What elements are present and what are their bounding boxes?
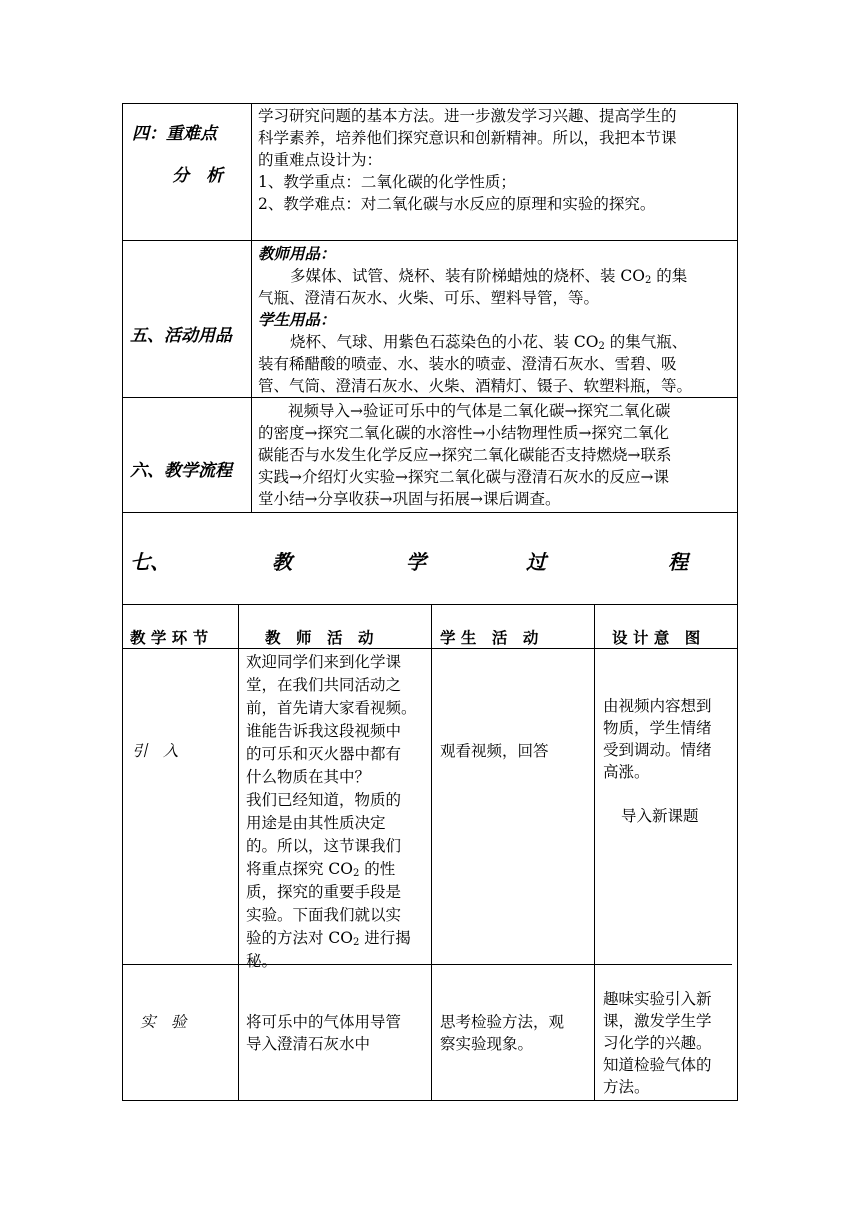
header-teacher: 教 师 活 动 [265, 628, 374, 647]
section-4-label: 四：重难点 [132, 124, 217, 144]
section-5-label: 五、活动用品 [130, 326, 232, 346]
row2-teacher: 将可乐中的气体用导管 导入澄清石灰水中 [246, 1013, 402, 1053]
section-7-char-2: 学 [406, 550, 426, 574]
row1-teacher: 欢迎同学们来到化学课 堂，在我们共同活动之 前，首先请大家看视频。 谁能告诉我这段视频中 的可乐和灭火器中都有 什么物质在其中？ 我们已经知道，物质的 用途是由其性质决定 的。所以，这节课我们 将重点探究 $CO_2$ 的性 质，探究的重要手段是 实验。下面我们就以实 验的方法对 $CO_2$ 进行揭 秘。 [246, 653, 417, 970]
row1-student: 观看视频，回答 [440, 742, 549, 760]
row2-student: 思考检验方法，观 察实验现象。 [440, 1013, 565, 1053]
section-7-char-1: 教 [272, 550, 292, 574]
section-6-label: 六、教学流程 [130, 461, 232, 481]
header-stage: 教 学 环 节 [130, 628, 209, 647]
section-4-text: 学习研究问题的基本方法。进一步激发学习兴趣、提高学生的 科学素养，培养他们探究意识和创新精神。所以，我把本节课 的重难点设计为： 1、教学重点：二氧化碳的化学性质； 2、教学难点：对二氧化碳与水反应的原理和实验的探究。 [258, 107, 677, 213]
student-supplies-heading: 学生用品： [258, 310, 336, 329]
section-7-char-4: 程 [668, 550, 688, 574]
section-7-label: 七、 [130, 550, 170, 574]
section-5-text: 教师用品： 多媒体、试管、烧杯、装有阶梯蜡烛的烧杯、装 $CO_2$ 的集 气瓶、澄清石灰水、火柴、可乐、塑料导管，等。 学生用品： 烧杯、气球、用紫色石蕊染色的小花、装 $CO_2$ 的集气瓶、 装有稀醋酸的喷壶、水、装水的喷壶、澄清石灰水、雪碧、吸 管、气筒、澄清石灰水、火柴、酒精灯、镊子、软塑料瓶，等。 [258, 243, 734, 397]
section-6-text: 视频导入→验证可乐中的气体是二氧化碳→探究二氧化碳 的密度→探究二氧化碳的水溶性→小结物理性质→探究二氧化 碳能否与水发生化学反应→探究二氧化碳能否支持燃烧→联系 实践→介绍灯火实验→探究二氧化碳与澄清石灰水的反应→课 堂小结→分享收获→巩固与拓展→课后调查。 [258, 402, 672, 508]
header-design: 设 计 意 图 [612, 628, 701, 647]
row1-design: 由视频内容想到 物质，学生情绪 受到调动。情绪 高涨。 导入新课题 [603, 697, 712, 825]
row1-stage: 引 入 [132, 742, 179, 760]
row2-design: 趣味实验引入新 课，激发学生学 习化学的兴趣。 知道检验气体的 方法。 [603, 990, 712, 1096]
section-4-label-line2: 分 析 [172, 166, 223, 186]
lesson-plan-table [122, 103, 738, 1101]
section-7-char-3: 过 [526, 550, 546, 574]
teacher-supplies-heading: 教师用品： [258, 244, 336, 263]
row2-stage: 实 验 [140, 1013, 187, 1031]
header-student: 学 生 活 动 [440, 628, 539, 647]
